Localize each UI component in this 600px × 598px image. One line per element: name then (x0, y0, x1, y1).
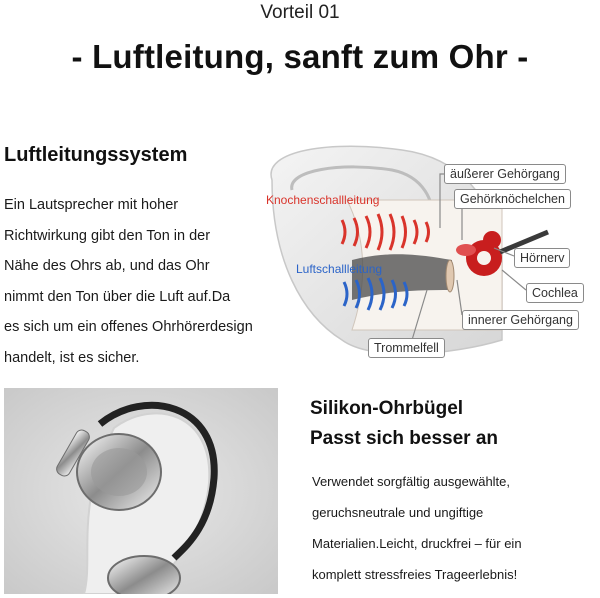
air-conduction-label: Luftschallleitung (296, 262, 383, 276)
section-kicker: Vorteil 01 (260, 2, 340, 23)
silicone-hook-description (312, 466, 596, 590)
description-line: es sich um ein offenes Ohrhörerdesign (4, 319, 253, 335)
description-line: Ein Lautsprecher mit hoher (4, 197, 179, 213)
eardrum-shape (446, 260, 454, 292)
callout-outer-canal: äußerer Gehörgang (444, 164, 566, 184)
title-line: Passt sich besser an (310, 428, 498, 449)
page-headline: - Luftleitung, sanft zum Ohr - (71, 38, 529, 75)
description-line: handelt, ist es sicher. (4, 349, 140, 366)
callout-cochlea: Cochlea (526, 283, 584, 303)
description-line: Nähe des Ohrs ab, und das Ohr (4, 258, 210, 274)
description-line: Richtwirkung gibt den Ton in der (4, 227, 211, 244)
description-line: geruchsneutrale und ungiftige (312, 505, 484, 520)
air-conduction-description (4, 190, 272, 373)
bone-conduction-label: Knochenschallleitung (266, 193, 380, 207)
cochlea-center (477, 251, 491, 265)
callout-inner-canal: innerer Gehörgang (462, 310, 579, 330)
description-line: nimmt den Ton über die Luft auf.Da (4, 288, 231, 305)
callout-ossicles: Gehörknöchelchen (454, 189, 571, 209)
description-line: Materialien.Leicht, druckfrei – für ein (312, 536, 522, 551)
earhook-illustration (4, 388, 278, 594)
battery-module (108, 556, 180, 594)
product-photo (4, 388, 278, 594)
callout-eardrum: Trommelfell (368, 338, 445, 358)
air-conduction-title: Luftleitungssystem (4, 144, 188, 166)
silicone-hook-title (310, 394, 498, 454)
description-line: Verwendet sorgfältig ausgewählte, (312, 474, 511, 489)
title-line: Silikon-Ohrbügel (310, 398, 464, 419)
description-line: komplett stressfreies Trageerlebnis! (312, 567, 518, 582)
ear-anatomy-diagram (252, 140, 600, 372)
callout-nerve: Hörnerv (514, 248, 570, 268)
